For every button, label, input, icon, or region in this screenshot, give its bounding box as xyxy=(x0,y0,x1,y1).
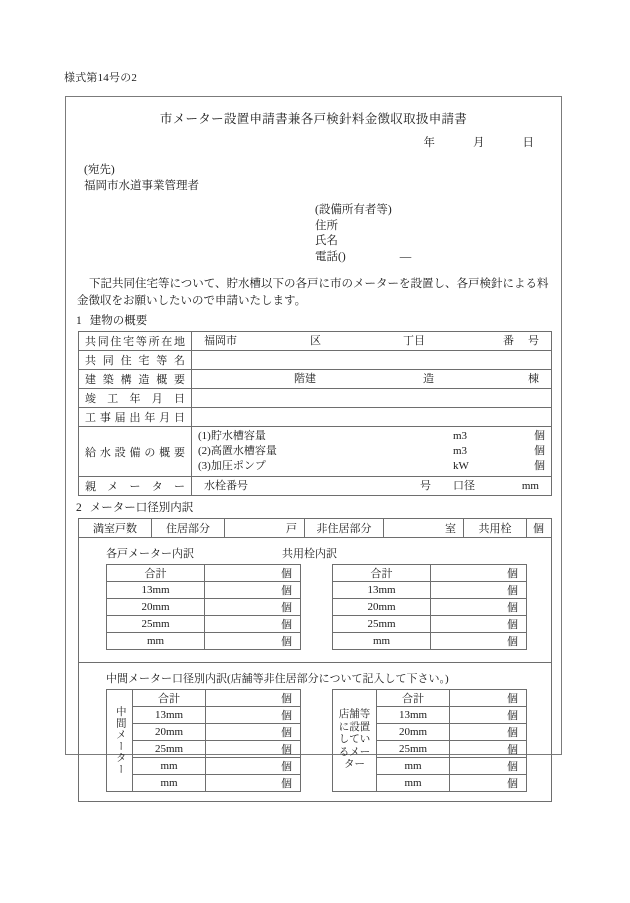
equipment-name: (1)貯水槽容量 xyxy=(198,430,266,442)
section2-heading xyxy=(75,499,552,515)
addressee-label: (宛先) xyxy=(84,164,115,176)
mid-meter-group xyxy=(79,662,551,792)
meter-size: 合計 xyxy=(333,565,431,582)
owner-block xyxy=(75,203,552,265)
equipment-label: 給水設備の概要 xyxy=(79,427,192,477)
meter-size: mm xyxy=(133,758,206,775)
residential-label: 住居部分 xyxy=(152,519,225,538)
equipment-name: (3)加圧ポンプ xyxy=(198,460,266,472)
form-number: 様式第14号の2 xyxy=(64,72,138,84)
meter-size: 25mm xyxy=(333,616,431,633)
meter-count[interactable]: 個 xyxy=(450,758,527,775)
meter-count[interactable]: 個 xyxy=(431,565,527,582)
location-ku: 区 xyxy=(310,335,321,347)
table-row xyxy=(107,616,301,633)
addressee-name: 福岡市水道事業管理者 xyxy=(84,180,199,192)
mid-meter-title: 中間メーター口径別内訳(店舗等非住居部分について記入して下さい。) xyxy=(106,673,449,685)
table-row xyxy=(107,775,301,792)
shop-label-line: に設置 xyxy=(338,721,371,733)
meter-size: 25mm xyxy=(377,741,450,758)
meter-size: 20mm xyxy=(377,724,450,741)
equipment-unit: kW xyxy=(453,460,469,472)
shop-label-line: るメー xyxy=(338,746,371,758)
equipment-count-unit: 個 xyxy=(534,445,545,457)
date-year-label: 年 xyxy=(423,137,435,149)
equipment-unit: m3 xyxy=(453,430,468,442)
table-row xyxy=(107,633,301,650)
equipment-count-unit: 個 xyxy=(534,430,545,442)
meter-size: mm xyxy=(133,775,206,792)
meter-count[interactable]: 個 xyxy=(450,775,527,792)
page-title: 市メーター設置申請書兼各戸検針料金徴収取扱申請書 xyxy=(159,112,468,126)
building-outline-table xyxy=(78,331,552,496)
owner-address-label: 住所 xyxy=(315,219,338,232)
meter-tables-pair xyxy=(79,564,551,650)
equipment-count-unit: 個 xyxy=(534,460,545,472)
shop-label-line: してい xyxy=(338,734,371,746)
parent-meter-diameter: 口径 xyxy=(453,480,475,492)
meter-size: 25mm xyxy=(107,616,205,633)
table-row xyxy=(333,565,527,582)
meter-count[interactable]: 個 xyxy=(206,741,301,758)
table-row xyxy=(333,599,527,616)
residential-unit[interactable]: 戸 xyxy=(225,519,305,538)
meter-size: mm xyxy=(107,633,205,650)
table-row xyxy=(79,332,552,351)
shop-label-line: ター xyxy=(344,759,365,771)
mid-meter-tables-pair xyxy=(79,689,551,792)
table-row xyxy=(107,565,301,582)
meter-count[interactable]: 個 xyxy=(206,690,301,707)
mid-meter-table xyxy=(106,689,301,792)
parent-meter-value[interactable] xyxy=(192,477,552,496)
meter-count[interactable]: 個 xyxy=(206,775,301,792)
addressee-block xyxy=(75,162,552,194)
structure-value[interactable] xyxy=(192,370,552,389)
mid-meter-table-wrap xyxy=(106,689,301,792)
table-row xyxy=(107,758,301,775)
full-rooms-label: 満室戸数 xyxy=(79,519,152,538)
shop-meter-label xyxy=(333,690,377,792)
meter-size: 20mm xyxy=(333,599,431,616)
common-tap-table xyxy=(332,564,527,650)
mid-meter-label: 中間メーター xyxy=(107,690,133,792)
owner-tel-close: ) xyxy=(341,250,346,263)
parent-meter-label: 親メーター xyxy=(79,477,192,496)
owner-heading: (設備所有者等) xyxy=(315,204,392,216)
meter-count[interactable]: 個 xyxy=(206,707,301,724)
per-unit-meter-title: 各戸メーター内訳 xyxy=(106,548,194,560)
meter-count[interactable]: 個 xyxy=(431,616,527,633)
common-tap-title: 共用栓内訳 xyxy=(282,548,337,560)
notification-date-label: 工事届出年月日 xyxy=(79,408,192,427)
date-day-label: 日 xyxy=(522,137,534,149)
table-row xyxy=(107,582,301,599)
meter-size: 13mm xyxy=(333,582,431,599)
building-name-label: 共同住宅等名 xyxy=(79,351,192,370)
meter-size: mm xyxy=(377,758,450,775)
location-value[interactable] xyxy=(192,332,552,351)
meter-count[interactable]: 個 xyxy=(450,741,527,758)
meter-count[interactable]: 個 xyxy=(450,724,527,741)
shop-label-line: 店舗等 xyxy=(338,709,371,721)
section1-heading xyxy=(75,312,552,328)
equipment-name: (2)高置水槽容量 xyxy=(198,445,277,457)
meter-size: 25mm xyxy=(133,741,206,758)
table-row xyxy=(107,599,301,616)
parent-meter-unit: mm xyxy=(521,480,539,492)
body-paragraph: 下記共同住宅等について、貯水槽以下の各戸に市のメーターを設置し、各戸検針による料金徴収をお願いしたいので申請いたします。 xyxy=(77,278,549,307)
table-row xyxy=(79,351,552,370)
date-month-label: 月 xyxy=(473,137,485,149)
meter-count[interactable]: 個 xyxy=(205,616,301,633)
meter-count[interactable]: 個 xyxy=(450,707,527,724)
section1-title: 建物の概要 xyxy=(89,315,148,327)
non-residential-label: 非住居部分 xyxy=(305,519,384,538)
parent-meter-gou: 号 xyxy=(420,480,431,492)
meter-count[interactable]: 個 xyxy=(431,582,527,599)
meter-size: 20mm xyxy=(133,724,206,741)
table-row xyxy=(79,477,552,496)
owner-tel-dash: — xyxy=(399,250,412,263)
meter-count[interactable]: 個 xyxy=(205,599,301,616)
table-row xyxy=(79,389,552,408)
location-city: 福岡市 xyxy=(204,335,237,347)
section1-number: 1 xyxy=(76,315,82,327)
section2-number: 2 xyxy=(76,502,82,514)
section2-title: メーター口径別内訳 xyxy=(89,502,194,514)
table-row xyxy=(79,519,552,538)
meter-count[interactable]: 個 xyxy=(205,582,301,599)
meter-count[interactable]: 個 xyxy=(431,633,527,650)
completion-date-value[interactable] xyxy=(192,389,552,408)
location-chome: 丁目 xyxy=(403,335,425,347)
common-tap-label: 共用栓 xyxy=(464,519,527,538)
meter-size: 13mm xyxy=(377,707,450,724)
owner-tel-label: 電話( xyxy=(315,250,342,263)
meter-size: mm xyxy=(377,775,450,792)
room-count-table xyxy=(78,518,552,538)
table-row xyxy=(107,707,301,724)
common-tap-unit[interactable]: 個 xyxy=(527,519,552,538)
table-row xyxy=(79,427,552,477)
structure-kind: 造 xyxy=(423,373,434,385)
location-ban: 番 xyxy=(503,335,514,347)
equipment-value[interactable] xyxy=(192,427,552,477)
location-label: 共同住宅等所在地 xyxy=(79,332,192,351)
meter-size: 合計 xyxy=(377,690,450,707)
meter-size: mm xyxy=(333,633,431,650)
completion-date-label: 竣工年月日 xyxy=(79,389,192,408)
meter-size: 20mm xyxy=(107,599,205,616)
table-row xyxy=(107,741,301,758)
table-row xyxy=(107,724,301,741)
meter-size: 合計 xyxy=(133,690,206,707)
shop-meter-table xyxy=(332,689,527,792)
equipment-line xyxy=(198,444,545,459)
meter-breakdown-box xyxy=(78,538,552,802)
owner-tel-line xyxy=(315,250,552,266)
meter-count[interactable]: 個 xyxy=(206,724,301,741)
table-row xyxy=(79,408,552,427)
per-unit-meter-table-wrap xyxy=(106,564,301,650)
meter-count[interactable]: 個 xyxy=(206,758,301,775)
structure-floors: 階建 xyxy=(294,373,316,385)
meter-size: 13mm xyxy=(133,707,206,724)
structure-label: 建築構造概要 xyxy=(79,370,192,389)
date-line xyxy=(75,134,552,150)
per-unit-meter-table xyxy=(106,564,301,650)
table-row xyxy=(333,582,527,599)
table-row xyxy=(333,616,527,633)
equipment-unit: m3 xyxy=(453,445,468,457)
meter-size: 13mm xyxy=(107,582,205,599)
equipment-line xyxy=(198,429,545,444)
location-gou: 号 xyxy=(528,335,539,347)
non-residential-unit[interactable]: 室 xyxy=(384,519,464,538)
form-inner xyxy=(66,97,561,790)
table-row xyxy=(79,370,552,389)
table-row xyxy=(107,690,301,707)
meter-count[interactable]: 個 xyxy=(205,565,301,582)
meter-count[interactable]: 個 xyxy=(431,599,527,616)
table-row xyxy=(333,690,527,707)
common-tap-table-wrap xyxy=(332,564,527,650)
meter-count[interactable]: 個 xyxy=(450,690,527,707)
meter-size: 合計 xyxy=(107,565,205,582)
shop-meter-table-wrap xyxy=(332,689,527,792)
notification-date-value[interactable] xyxy=(192,408,552,427)
meter-count[interactable]: 個 xyxy=(205,633,301,650)
form-frame xyxy=(65,96,562,790)
parent-meter-tap-no: 水栓番号 xyxy=(204,480,248,492)
structure-buildings: 棟 xyxy=(528,373,539,385)
building-name-value[interactable] xyxy=(192,351,552,370)
equipment-line xyxy=(198,459,545,474)
owner-name-label: 氏名 xyxy=(315,235,338,247)
table-row xyxy=(333,633,527,650)
